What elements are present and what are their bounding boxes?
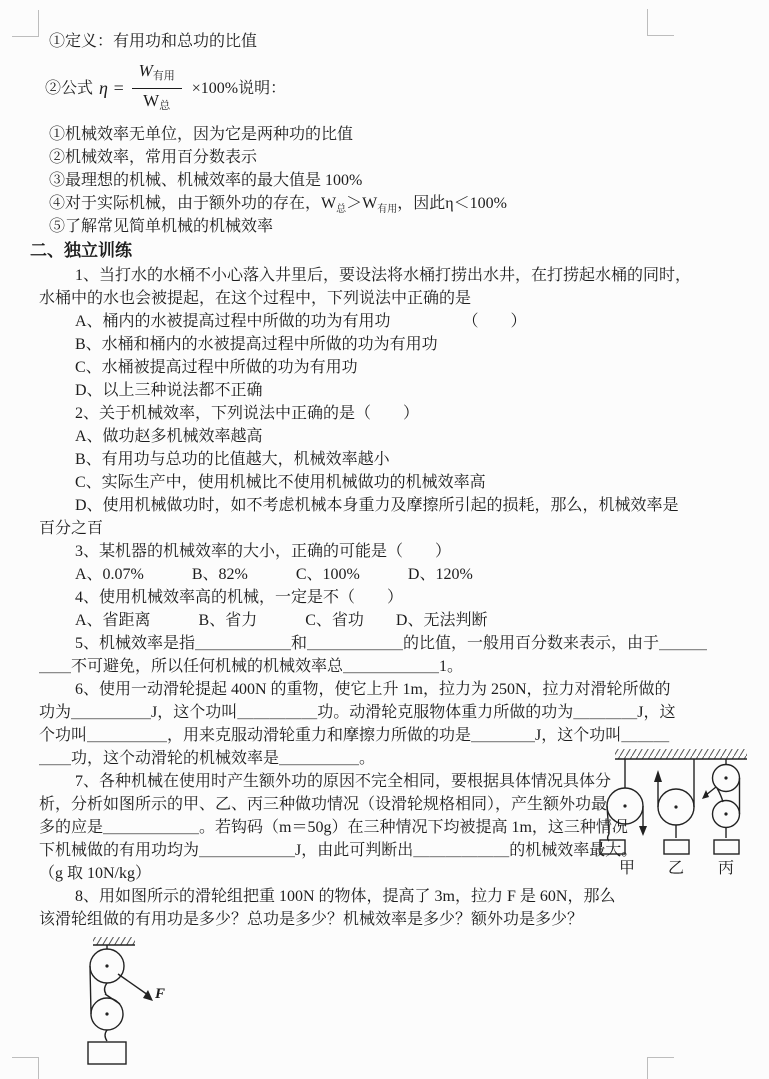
- text-line: D、以上三种说法都不正确: [75, 382, 263, 399]
- pulley-block-bing: [702, 759, 740, 854]
- note-line: ②机械效率，常用百分数表示: [49, 149, 258, 166]
- text-line: 该滑轮组做的有用功是多少？总功是多少？机械效率是多少？额外功是多少？: [39, 911, 584, 928]
- force-arrow-icon: [143, 990, 153, 1001]
- crop-mark-bottom-right: [647, 1057, 674, 1079]
- text-line: B、水桶和桶内的水被提高过程中所做的功为有用功: [75, 336, 438, 353]
- text-line: ＿＿功，这个动滑轮的机械效率是＿＿＿＿＿。: [39, 750, 376, 767]
- text-line: 析，分析如图所示的甲、乙、丙三种做功情况（设滑轮规格相同），产生额外功最: [39, 796, 608, 813]
- formula-fraction: [132, 60, 182, 117]
- denominator-symbol: W: [143, 90, 160, 110]
- question8-pulley-figure: [60, 936, 172, 1066]
- text-line: 6、使用一动滑轮提起 400N 的重物，使它上升 1m，拉力为 250N，拉力对滑轮所做的: [75, 681, 671, 698]
- text-line: 功为＿＿＿＿＿J，这个功叫＿＿＿＿＿功。动滑轮克服物体重力所做的功为＿＿＿＿J，这: [39, 704, 676, 721]
- definition-line: ①定义：有用功和总功的比值: [49, 33, 258, 50]
- text-line: 1、当打水的水桶不小心落入井里后，要设法将水桶打捞出水井，在打捞起水桶的同时，: [75, 267, 692, 284]
- crop-mark-bottom-left: [12, 1057, 39, 1079]
- denominator-subscript: 总: [159, 99, 171, 112]
- text-line: 下机械做的有用功均为＿＿＿＿＿＿J，由此可判断出＿＿＿＿＿＿的机械效率最大。: [39, 842, 638, 859]
- text-segment: ，因此η＜100%: [397, 195, 507, 212]
- subscript-text: 有用: [377, 204, 398, 215]
- text-line: C、水桶被提高过程中所做的功为有用功: [75, 359, 358, 376]
- pulley-comparison-figure: [596, 746, 762, 880]
- section-title: 二、独立训练: [30, 241, 132, 260]
- text-line: A、省距离 B、省力 C、省功 D、无法判断: [75, 612, 488, 629]
- text-line: 百分之百: [39, 520, 104, 537]
- numerator-symbol: W: [138, 60, 153, 80]
- text-line: D、使用机械做功时，如不考虑机械本身重力及摩擦所引起的损耗，那么，机械效率是: [75, 497, 679, 514]
- efficiency-formula: [30, 53, 736, 123]
- note-line: ⑤了解常见简单机械的机械效率: [49, 218, 274, 235]
- label-yi: 乙: [667, 860, 685, 877]
- text-segment: ＞W: [346, 195, 378, 212]
- text-line: A、0.07% B、82% C、100% D、120%: [75, 566, 473, 583]
- text-line: 2、关于机械效率，下列说法中正确的是（ ）: [75, 405, 420, 422]
- text-line: 个功叫＿＿＿＿＿，用来克服动滑轮重力和摩擦力所做的功是＿＿＿＿J，这个功叫＿＿＿: [39, 727, 670, 744]
- text-line: 多的应是＿＿＿＿＿＿。若钩码（m＝50g）在三种情况下均被提高 1m，这三种情况: [39, 819, 628, 836]
- note-line: [30, 192, 736, 215]
- formula-suffix: ×100%说明：: [191, 79, 287, 97]
- fraction-numerator: [132, 60, 182, 89]
- text-line: 3、某机器的机械效率的大小，正确的可能是（ ）: [75, 543, 452, 560]
- text-line: B、有用功与总功的比值越大，机械效率越小: [75, 451, 390, 468]
- text-line: C、实际生产中，使用机械比不使用机械做功的机械效率高: [75, 474, 486, 491]
- fixed-pulley-jia: [600, 759, 647, 854]
- force-label: F: [155, 986, 166, 1002]
- label-jia: 甲: [618, 860, 636, 877]
- text-line: A、做功赵多机械效率越高: [75, 428, 263, 445]
- note-line: ③最理想的机械、机械效率的最大值是 100%: [49, 172, 363, 189]
- fraction-denominator: [143, 89, 170, 117]
- text-line: （g 取 10N/kg）: [39, 865, 152, 882]
- text-line: 4、使用机械效率高的机械，一定是不（ ）: [75, 589, 404, 606]
- pull-arrow-down-icon: [639, 826, 647, 836]
- label-bing: 丙: [717, 860, 735, 877]
- formula-prefix: ②公式: [45, 79, 94, 97]
- movable-pulley-yi: [654, 759, 694, 854]
- pull-arrow-up-icon: [654, 770, 662, 782]
- text-line: ＿＿不可避免，所以任何机械的机械效率总＿＿＿＿＿＿1。: [39, 658, 464, 675]
- text-line: A、桶内的水被提高过程中所做的功为有用功 （ ）: [75, 313, 527, 330]
- text-line: 5、机械效率是指＿＿＿＿＿＿和＿＿＿＿＿＿的比值，一般用百分数来表示，由于＿＿＿: [75, 635, 708, 652]
- notes-list: [30, 123, 736, 238]
- weight-box: [88, 1042, 126, 1064]
- text-line: 水桶中的水也会被提起，在这个过程中，下列说法中正确的是: [39, 290, 472, 307]
- subscript-text: 总: [336, 204, 347, 215]
- text-segment: ④对于实际机械，由于额外功的存在，W: [49, 195, 337, 212]
- text-line: 7、各种机械在使用时产生额外功的原因不完全相同，要根据具体情况具体分: [75, 773, 612, 790]
- text-line: 8、用如图所示的滑轮组把重 100N 的物体，提高了 3m，拉力 F 是 60N，那么: [75, 888, 616, 905]
- note-line: ①机械效率无单位，因为它是两种功的比值: [49, 126, 354, 143]
- ceiling: [615, 749, 747, 759]
- pull-arrow-diagonal-icon: [702, 790, 709, 799]
- eta-symbol: η =: [99, 77, 125, 98]
- numerator-subscript: 有用: [152, 69, 175, 82]
